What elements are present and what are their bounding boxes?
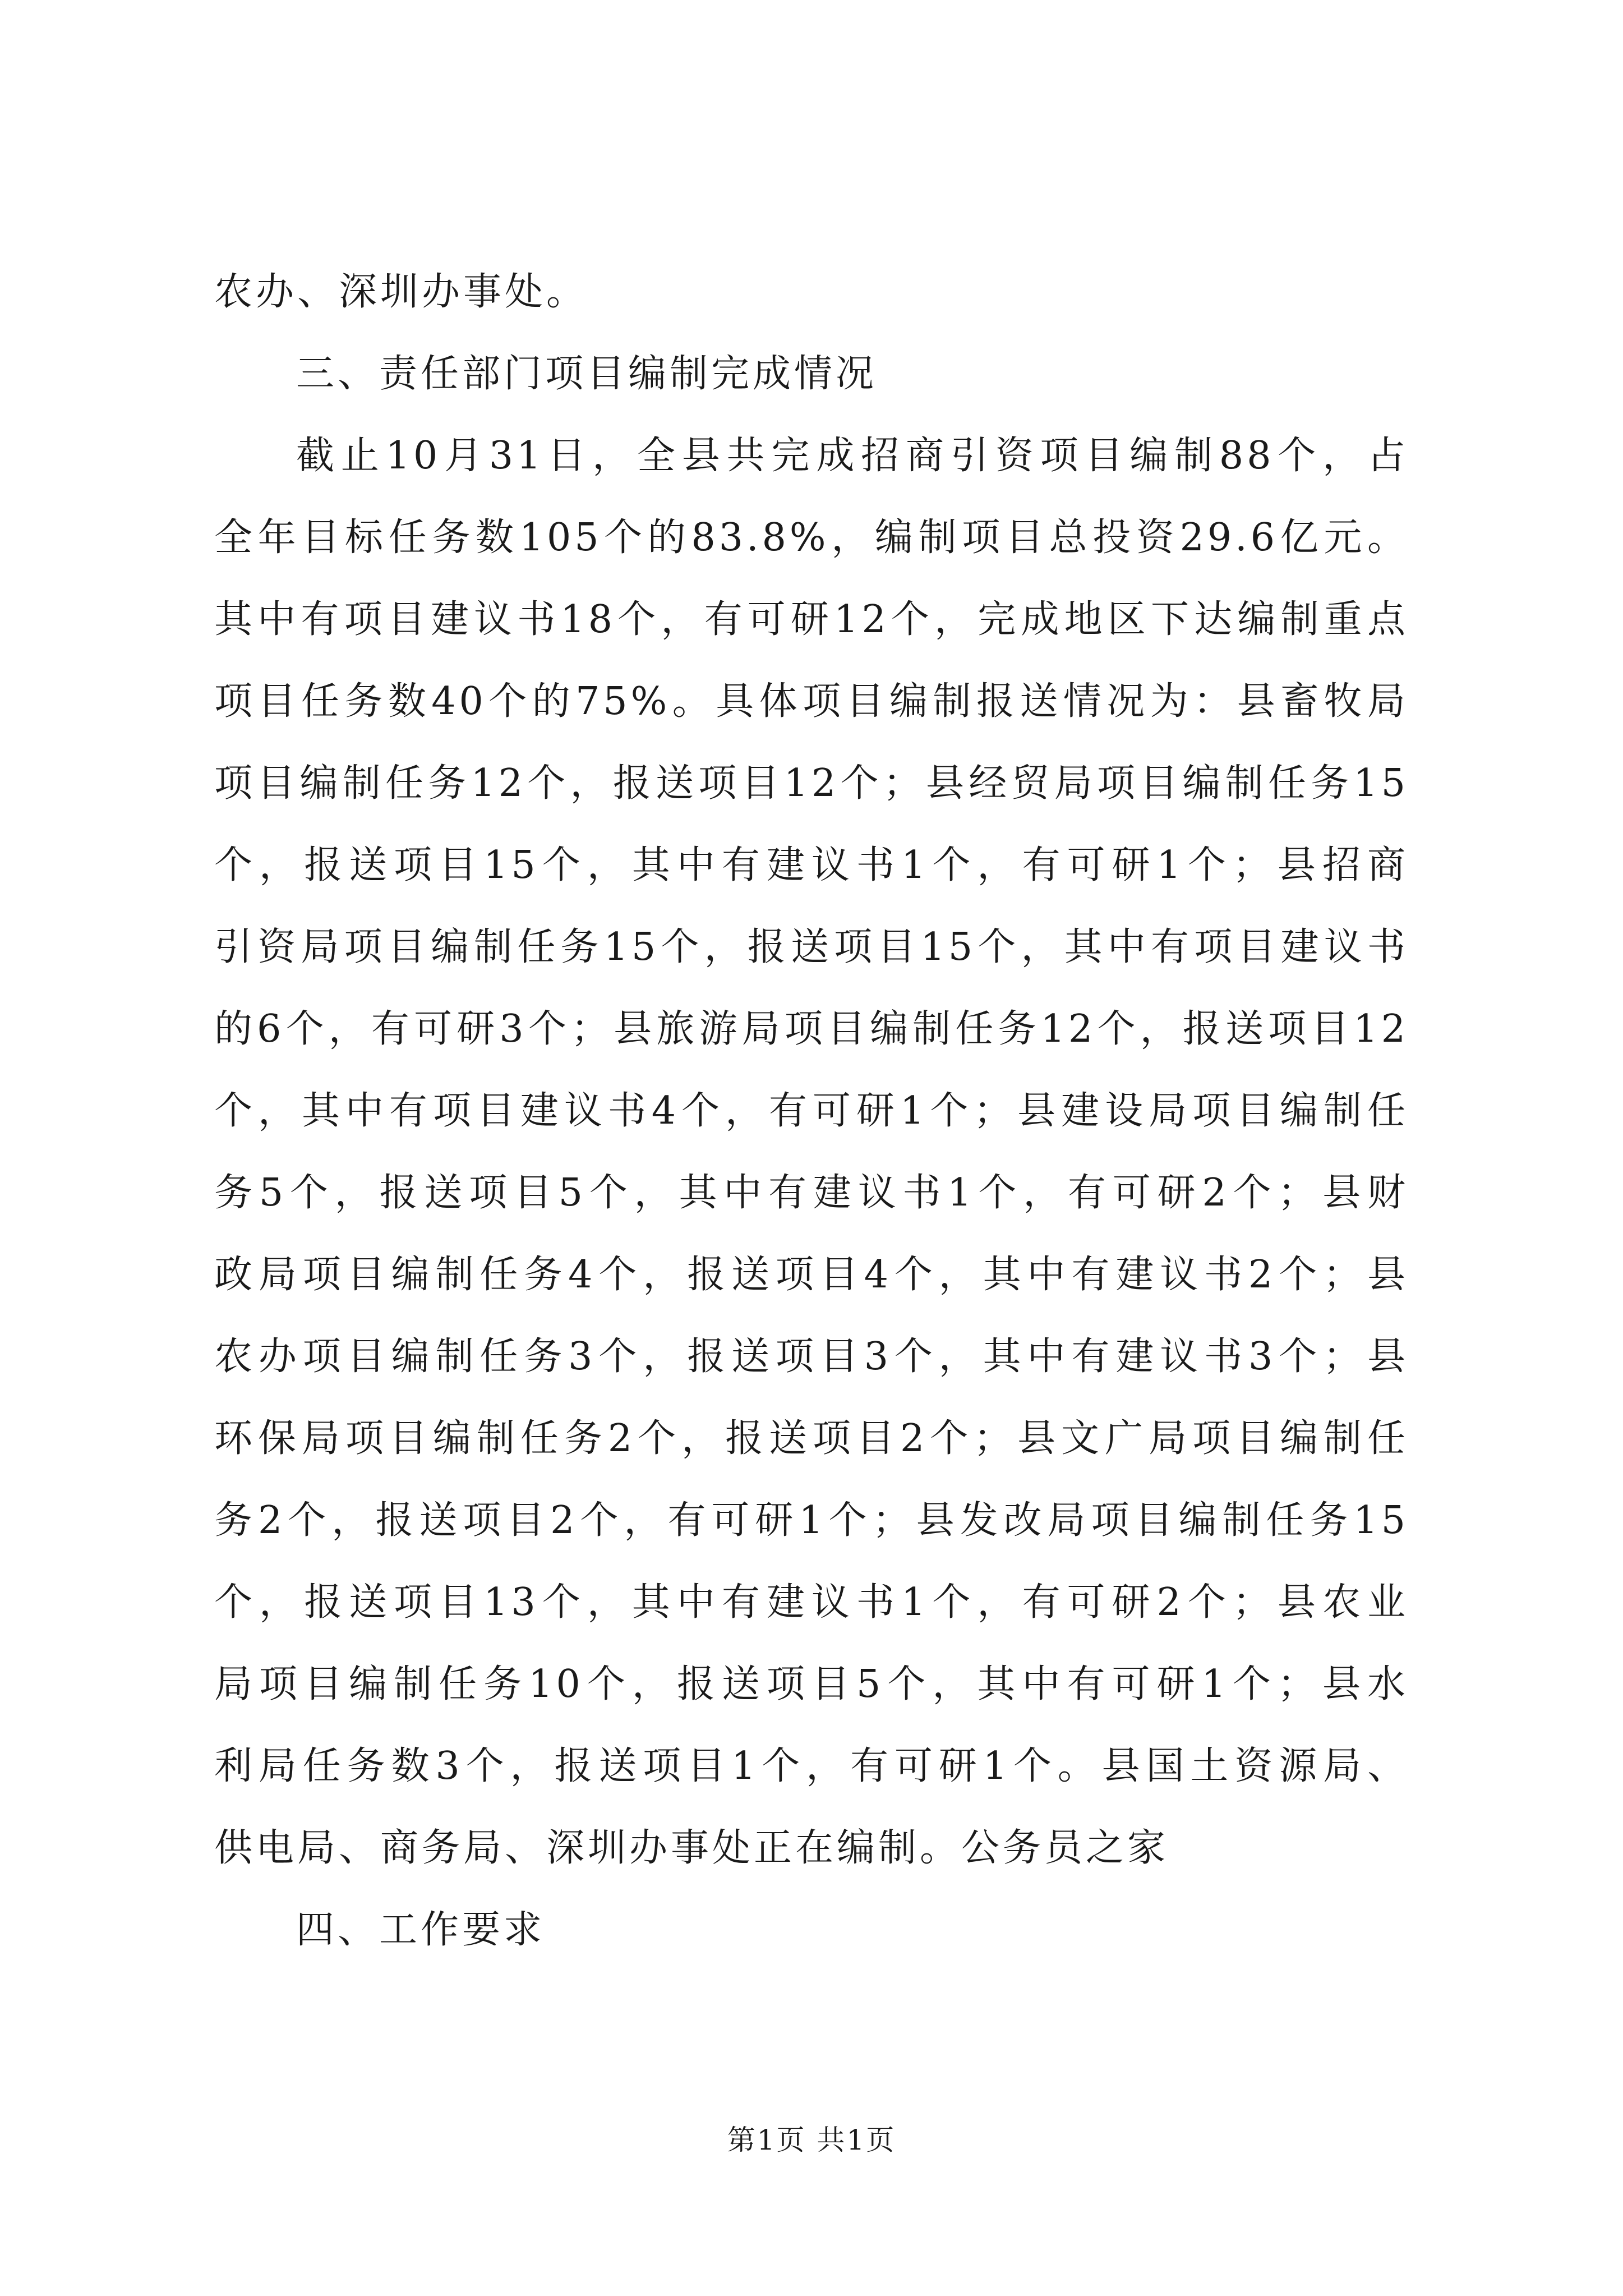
text-line-18: 局项目编制任务10个，报送项目5个，其中有可研1个；县水 <box>214 1662 1409 1706</box>
text-line-10: 的6个，有可研3个；县旅游局项目编制任务12个，报送项目12 <box>214 1007 1409 1051</box>
text-line-8: 个，报送项目15个，其中有建议书1个，有可研1个；县招商 <box>214 843 1409 887</box>
text-line-12: 务5个，报送项目5个，其中有建议书1个，有可研2个；县财 <box>214 1171 1409 1215</box>
text-line-3: 截止10月31日，全县共完成招商引资项目编制88个，占 <box>296 434 1409 478</box>
text-line-15: 环保局项目编制任务2个，报送项目2个；县文广局项目编制任 <box>214 1416 1409 1461</box>
text-line-9: 引资局项目编制任务15个，报送项目15个，其中有项目建议书 <box>214 925 1409 969</box>
text-line-19: 利局任务数3个，报送项目1个，有可研1个。县国土资源局、 <box>214 1744 1409 1788</box>
text-line-16: 务2个，报送项目2个，有可研1个；县发改局项目编制任务15 <box>214 1498 1409 1543</box>
document-body <box>214 251 1409 1971</box>
text-line-5: 其中有项目建议书18个，有可研12个，完成地区下达编制重点 <box>214 597 1409 642</box>
text-line-4: 全年目标任务数105个的83.8%，编制项目总投资29.6亿元。 <box>214 516 1409 560</box>
text-line-11: 个，其中有项目建议书4个，有可研1个；县建设局项目编制任 <box>214 1089 1409 1133</box>
text-line-13: 政局项目编制任务4个，报送项目4个，其中有建议书2个；县 <box>214 1253 1409 1297</box>
page-number-footer: 第1页 共1页 <box>727 2124 896 2156</box>
text-line-14: 农办项目编制任务3个，报送项目3个，其中有建议书3个；县 <box>214 1335 1409 1379</box>
section-heading-4: 四、工作要求 <box>296 1908 546 1952</box>
text-line-7: 项目编制任务12个，报送项目12个；县经贸局项目编制任务15 <box>214 761 1409 806</box>
text-line-20: 供电局、商务局、深圳办事处正在编制。公务员之家 <box>214 1826 1169 1870</box>
text-line-6: 项目任务数40个的75%。具体项目编制报送情况为：县畜牧局 <box>214 679 1409 724</box>
text-line-1: 农办、深圳办事处。 <box>214 270 588 314</box>
text-line-17: 个，报送项目13个，其中有建议书1个，有可研2个；县农业 <box>214 1580 1409 1625</box>
section-heading-3: 三、责任部门项目编制完成情况 <box>296 352 878 396</box>
